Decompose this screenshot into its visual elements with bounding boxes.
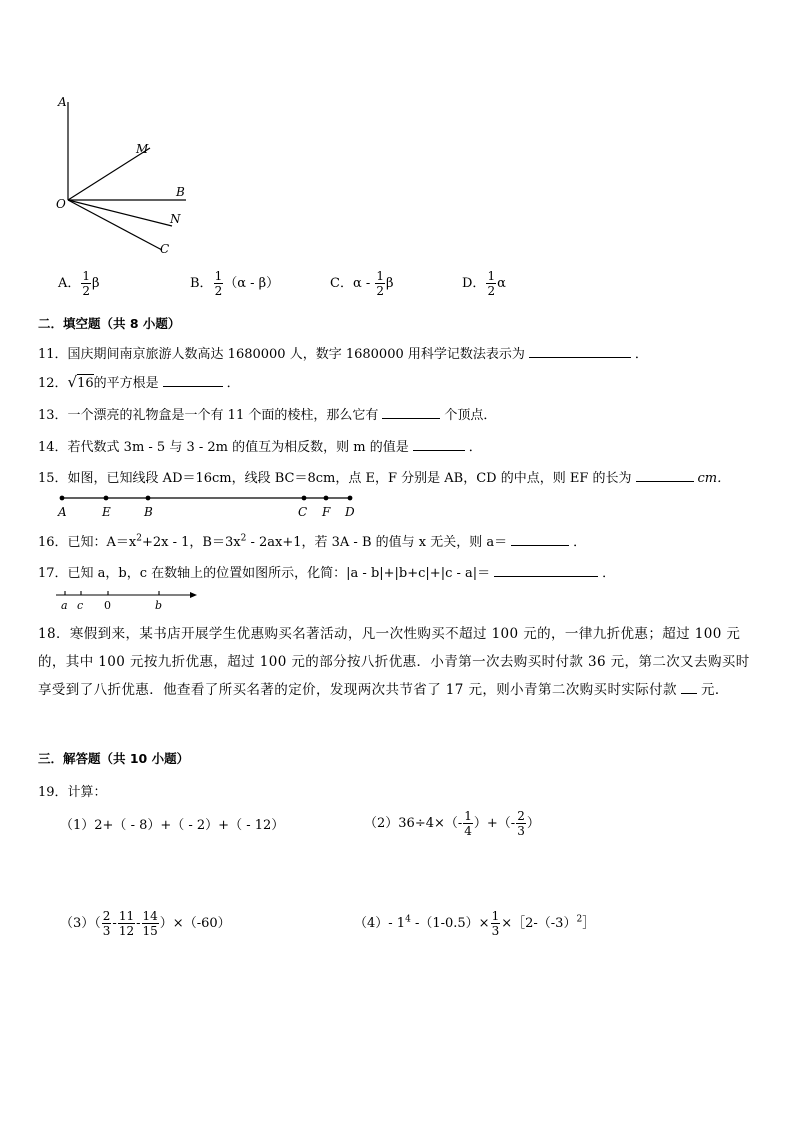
label-C: C [160, 242, 170, 256]
question-19-title: 19．计算： [38, 785, 107, 800]
label-N: N [170, 212, 181, 226]
segment-figure [52, 490, 362, 522]
numline-label-0: 0 [104, 599, 111, 612]
label-O: O [56, 197, 66, 211]
question-18: 18．寒假到来，某书店开展学生优惠购买名著活动，凡一次性购买不超过 100 元的，一律九折优惠；超过 100 元的，其中 100 元按九折优惠，超过 100 元的部分按八折优惠．小青第一次去购买时付款 36 元，第二次又去购买时享受到了八折优惠．他查看了所买名著的定价，发现两次共节省了 17 元，则小青第二次购买时实际付款 元． [38, 626, 750, 698]
question-16: 16．已知：$A=x^2+2x - 1$，$B=3x^2 - 2ax+1$，若 3A - B 的值与 x 无关，则 a＝ ． [38, 533, 587, 550]
fraction: $\frac{11}{12}$ [118, 909, 135, 938]
answer-blank[interactable] [494, 564, 598, 577]
option-b[interactable]: B． $\frac{1}{2}$ （α - β） [190, 269, 280, 298]
option-letter: D． [462, 276, 486, 291]
label-A: A [58, 95, 67, 109]
section-title: 三．解答题（共 10 小题） [38, 751, 190, 766]
option-d[interactable]: D． $\frac{1}{2}$ α [462, 269, 506, 298]
fraction: $\frac{1}{3}$ [491, 909, 500, 938]
question-14: 14．若代数式 3m - 5 与 3 - 2m 的值互为相反数，则 m 的值是 ． [38, 440, 482, 455]
question-12: 12．√16的平方根是 ． [38, 373, 240, 391]
segment-label-F: F [322, 505, 331, 519]
fraction: $\frac{1}{2}$ [214, 269, 223, 298]
answer-blank[interactable] [413, 438, 465, 451]
number-line [52, 588, 202, 614]
question-15: 15．如图，已知线段 AD＝16cm，线段 BC＝8cm，点 E，F 分别是 AB，CD 的中点，则 EF 的长为 cm． [38, 471, 731, 486]
sqrt-symbol: √ [67, 373, 78, 391]
problem-3: （3）（ $\frac{2}{3}$ - $\frac{11}{12}$ - $\frac{14}{15}$ ）×（-60） [60, 909, 231, 938]
numline-label-a: a [61, 599, 68, 612]
numline-label-b: b [155, 599, 163, 612]
answer-blank[interactable] [636, 469, 694, 482]
segment-label-E: E [102, 505, 111, 519]
answer-blank[interactable] [382, 406, 440, 419]
option-letter: A． [58, 276, 81, 291]
section-title: 二．填空题（共 8 小题） [38, 316, 181, 331]
problem-1: （1）2+（ - 8）+（ - 2）+（ - 12） [60, 818, 285, 833]
fraction: $\frac{1}{2}$ [376, 269, 385, 298]
fraction: $\frac{2}{3}$ [517, 809, 525, 838]
fraction: $\frac{1}{4}$ [464, 809, 472, 838]
answer-blank[interactable] [511, 533, 569, 546]
angle-figure [50, 90, 200, 260]
answer-blank[interactable] [529, 345, 631, 358]
option-c[interactable]: C．α - $\frac{1}{2}$ β [330, 269, 394, 298]
problem-4: （4）- $1^4$ -（1-0.5）× $\frac{1}{3}$ $\times[2-(-3)^2]$ [354, 909, 596, 938]
problem-2: （2）36÷4×（- $\frac{1}{4}$ ）+（- $\frac{2}{3}$ ） [364, 809, 540, 838]
fraction: $\frac{2}{3}$ [102, 909, 111, 938]
question-11: 11．国庆期间南京旅游人数高达 1680000 人，数字 1680000 用科学记数法表示为 ． [38, 347, 648, 362]
fraction: $\frac{1}{2}$ [82, 269, 91, 298]
label-B: B [176, 185, 185, 199]
numline-label-c: c [77, 599, 84, 612]
segment-label-C: C [298, 505, 308, 519]
question-13: 13．一个漂亮的礼物盒是一个有 11 个面的棱柱，那么它有 个顶点． [38, 408, 497, 423]
segment-label-D: D [345, 505, 355, 519]
question-17: 17．已知 a，b，c 在数轴上的位置如图所示，化简：|a - b|+|b+c|+|c - a|＝ ． [38, 566, 616, 581]
fraction: $\frac{1}{2}$ [487, 269, 496, 298]
label-M: M [136, 142, 149, 156]
answer-blank[interactable] [681, 681, 697, 694]
answer-blank[interactable] [163, 374, 223, 387]
segment-label-B: B [144, 505, 153, 519]
fraction: $\frac{14}{15}$ [142, 909, 158, 938]
segment-label-A: A [58, 505, 67, 519]
option-a[interactable]: A． $\frac{1}{2}$ β [58, 269, 100, 298]
option-letter: C． [330, 276, 353, 291]
option-letter: B． [190, 276, 213, 291]
